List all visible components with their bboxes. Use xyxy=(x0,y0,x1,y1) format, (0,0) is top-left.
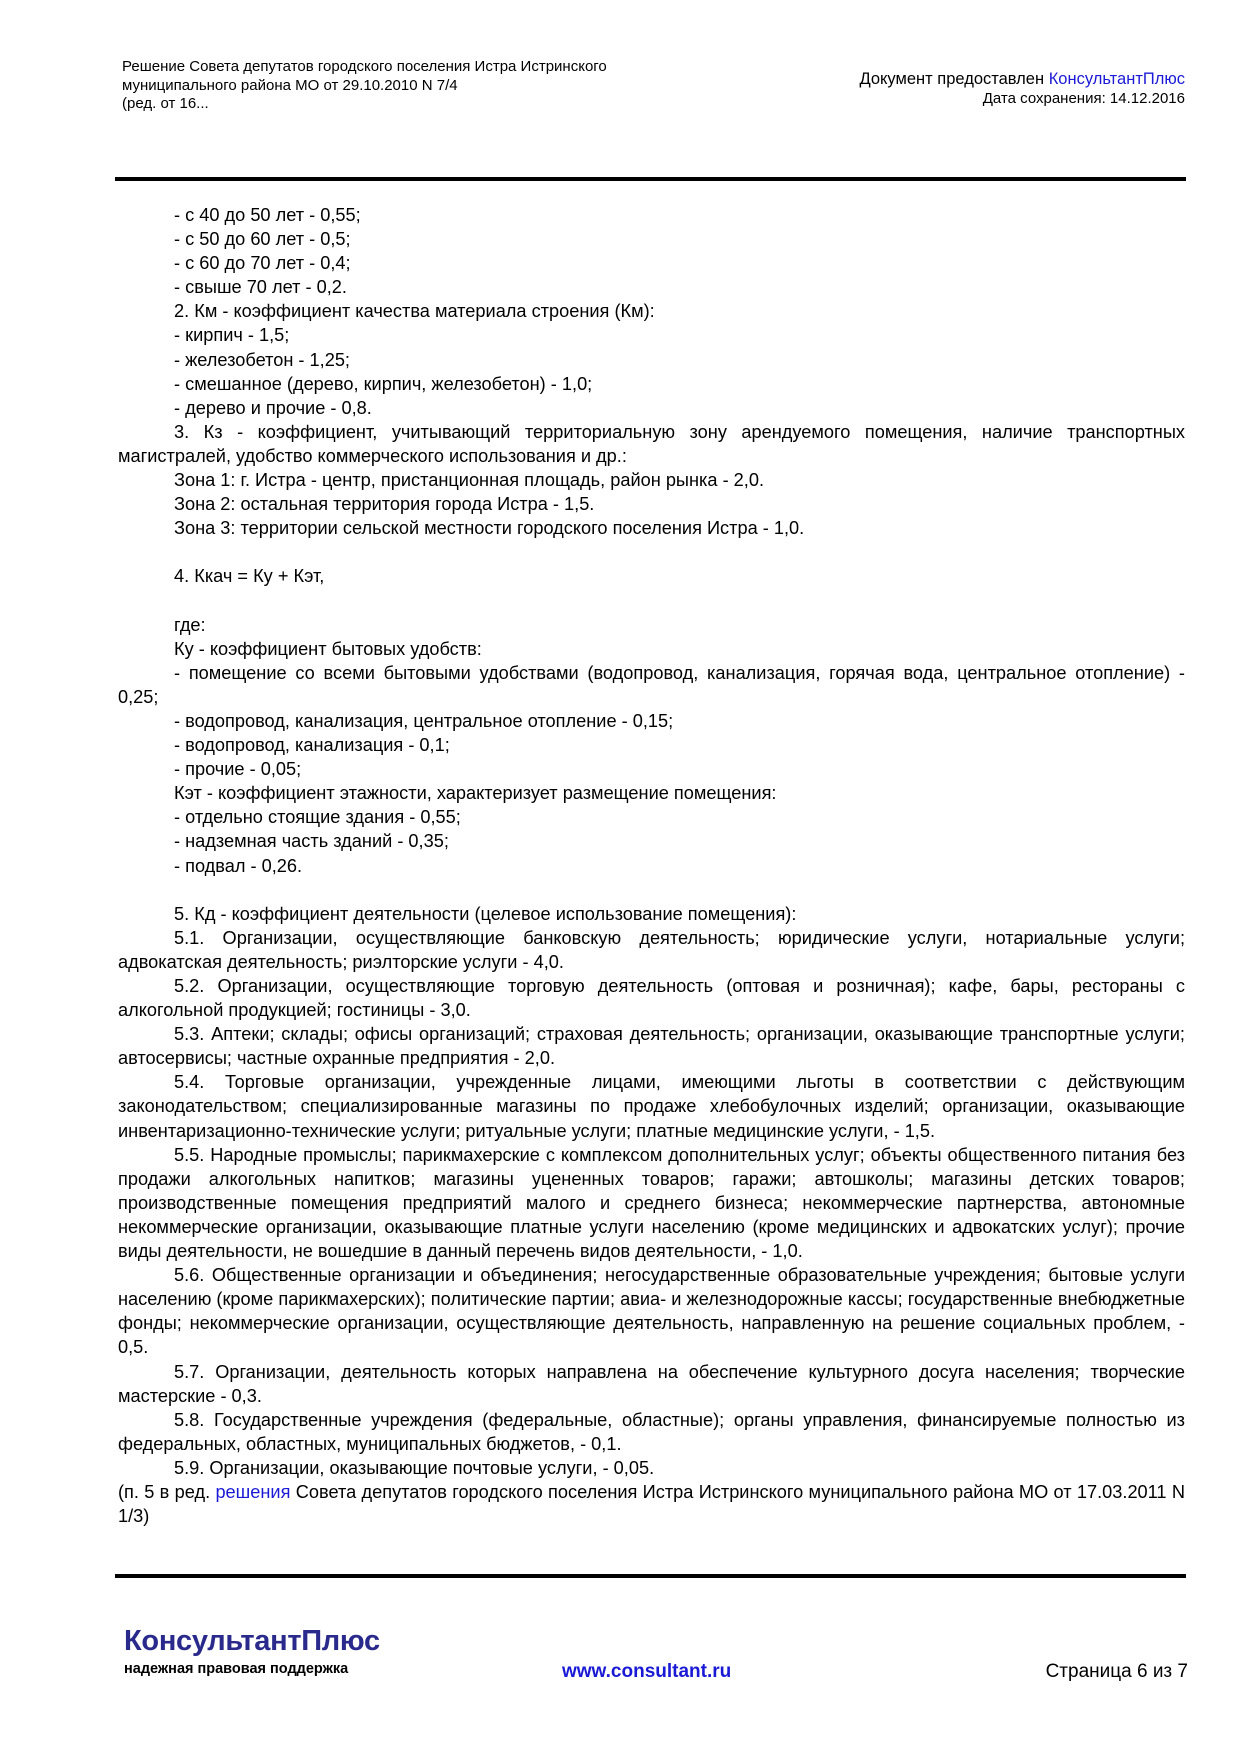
document-title-line-3: (ред. от 16... xyxy=(122,95,209,112)
amendment-note xyxy=(118,1480,1185,1528)
paragraph: 4. Ккач = Ку + Кэт, xyxy=(174,566,325,587)
paragraph: 5.6. Общественные организации и объединения; негосударственные образовательные учреждения; бытовые услуги населению (кроме парикмахерских); политические партии; авиа- и железнодорожные кассы; государственные внебюджетные фонды; некоммерческие организации, осуществляющие деятельность, направленную на решение социальных проблем, - 0,5. xyxy=(118,1265,1185,1358)
paragraph: - водопровод, канализация - 0,1; xyxy=(174,735,450,756)
paragraph: - помещение со всеми бытовыми удобствами (водопровод, канализация, горячая вода, центральное отопление) - 0,25; xyxy=(118,662,1185,707)
paragraph: 5.5. Народные промыслы; парикмахерские с комплексом дополнительных услуг; объекты общественного питания без продажи алкогольных напитков; магазины уцененных товаров; гаражи; автошколы; магазины детских товаров; производственные помещения предприятий малого и среднего бизнеса; некоммерческие партнерства, автономные некоммерческие организации, оказывающие платные услуги населению (кроме медицинских и адвокатских услуг); прочие виды деятельности, не вошедшие в данный перечень видов деятельности, - 1,0. xyxy=(118,1144,1185,1262)
document-body xyxy=(118,203,1185,1528)
blank-line xyxy=(118,540,1185,564)
paragraph: Ку - коэффициент бытовых удобств: xyxy=(174,638,482,659)
paragraph: 5.4. Торговые организации, учрежденные лицами, имеющими льготы в соответствии с действующим законодательством; специализированные магазины по продаже хлебобулочных изделий; организации, оказывающие инвентаризационно-технические услуги; ритуальные услуги; платные медицинские услуги, - 1,5. xyxy=(118,1072,1185,1141)
save-date: Дата сохранения: 14.12.2016 xyxy=(982,90,1185,107)
amendment-decision-link[interactable]: решения xyxy=(215,1481,291,1502)
paragraph: - дерево и прочие - 0,8. xyxy=(174,397,372,418)
blank-line xyxy=(118,878,1185,902)
paragraph: - с 50 до 60 лет - 0,5; xyxy=(174,229,351,250)
paragraph: - с 40 до 50 лет - 0,55; xyxy=(174,205,361,225)
provided-by-label: Документ предоставлен xyxy=(859,70,1049,88)
amendment-prefix: (п. 5 в ред. xyxy=(118,1481,216,1502)
paragraph: Зона 1: г. Истра - центр, пристанционная площадь, район рынка - 2,0. xyxy=(174,470,765,491)
paragraph: - кирпич - 1,5; xyxy=(174,325,290,346)
paragraph: 5.7. Организации, деятельность которых направлена на обеспечение культурного досуга населения; творческие мастерские - 0,3. xyxy=(118,1361,1185,1406)
paragraph: Кэт - коэффициент этажности, характеризует размещение помещения: xyxy=(174,783,777,804)
paragraph: 5.2. Организации, осуществляющие торговую деятельность (оптовая и розничная); кафе, бары, рестораны с алкогольной продукцией; гостиницы - 3,0. xyxy=(118,976,1185,1021)
consultant-plus-logo xyxy=(124,1625,380,1679)
provider-brand-link[interactable]: КонсультантПлюс xyxy=(1048,70,1185,88)
logo-tagline: надежная правовая поддержка xyxy=(124,1661,349,1677)
paragraph: - железобетон - 1,25; xyxy=(174,349,350,370)
paragraph: 5.3. Аптеки; склады; офисы организаций; страховая деятельность; организации, оказывающие транспортные услуги; автосервисы; частные охранные предприятия - 2,0. xyxy=(118,1024,1185,1069)
paragraph: - отдельно стоящие здания - 0,55; xyxy=(174,807,461,828)
page-indicator: Страница 6 из 7 xyxy=(1045,1661,1188,1682)
paragraph: - подвал - 0,26. xyxy=(174,855,303,876)
header-divider xyxy=(115,177,1186,181)
paragraph: - надземная часть зданий - 0,35; xyxy=(174,831,449,852)
paragraph: 5.8. Государственные учреждения (федеральные, областные); органы управления, финансируемые полностью из федеральных, областных, муниципальных бюджетов, - 0,1. xyxy=(118,1409,1185,1454)
document-title-header xyxy=(122,58,682,114)
paragraph: - свыше 70 лет - 0,2. xyxy=(174,277,347,298)
paragraph: 5.1. Организации, осуществляющие банковскую деятельность; юридические услуги, нотариальные услуги; адвокатская деятельность; риэлторские услуги - 4,0. xyxy=(118,927,1185,972)
paragraph: 5. Кд - коэффициент деятельности (целевое использование помещения): xyxy=(174,903,797,924)
document-provider-header xyxy=(859,70,1185,108)
paragraph: - водопровод, канализация, центральное отопление - 0,15; xyxy=(174,710,674,731)
document-title-line-1: Решение Совета депутатов городского поселения Истра Истринского xyxy=(122,58,607,75)
paragraph: - прочие - 0,05; xyxy=(174,759,302,780)
website-link[interactable]: www.consultant.ru xyxy=(562,1661,732,1682)
paragraph: Зона 3: территории сельской местности городского поселения Истра - 1,0. xyxy=(174,518,805,539)
paragraph: 2. Км - коэффициент качества материала строения (Км): xyxy=(174,301,655,322)
blank-line xyxy=(118,589,1185,613)
logo-name: КонсультантПлюс xyxy=(124,1625,380,1657)
paragraph: 3. Кз - коэффициент, учитывающий территориальную зону арендуемого помещения, наличие транспортных магистралей, удобство коммерческого использования и др.: xyxy=(118,421,1185,466)
paragraph: где: xyxy=(174,614,206,635)
provided-by-line xyxy=(859,70,1185,89)
document-title-line-2: муниципального района МО от 29.10.2010 N 7/4 xyxy=(122,76,458,94)
paragraph: - смешанное (дерево, кирпич, железобетон) - 1,0; xyxy=(174,373,593,394)
paragraph: - с 60 до 70 лет - 0,4; xyxy=(174,253,351,274)
paragraph: 5.9. Организации, оказывающие почтовые услуги, - 0,05. xyxy=(174,1457,655,1478)
amendment-suffix: Совета депутатов городского поселения Истра Истринского муниципального района МО от 17.03.2011 N 1/3) xyxy=(118,1481,1185,1527)
footer-divider xyxy=(115,1574,1186,1578)
paragraph: Зона 2: остальная территория города Истра - 1,5. xyxy=(174,494,595,515)
